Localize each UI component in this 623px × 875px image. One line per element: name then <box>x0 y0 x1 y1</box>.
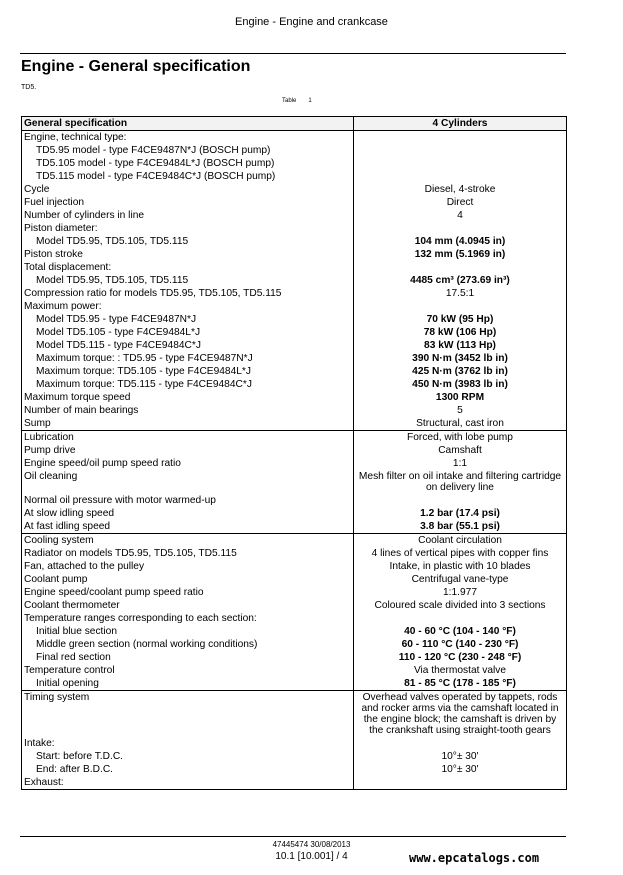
table-row <box>22 599 567 612</box>
spec-value: 4 Cylinders <box>354 117 567 131</box>
table-row <box>22 274 567 287</box>
table-row <box>22 638 567 651</box>
table-row <box>22 378 567 391</box>
watermark-url: www.epcatalogs.com <box>409 851 540 865</box>
spec-value <box>354 144 567 157</box>
table-row <box>22 547 567 560</box>
spec-label: Total displacement: <box>22 261 354 274</box>
spec-value: 104 mm (4.0945 in) <box>354 235 567 248</box>
footer-page-number: 10.1 [10.001] / 4 <box>275 851 348 862</box>
table-row <box>22 651 567 664</box>
table-row <box>22 404 567 417</box>
table-row <box>22 117 567 131</box>
table-row <box>22 664 567 677</box>
spec-value <box>354 300 567 313</box>
spec-value: 4485 cm³ (273.69 in³) <box>354 274 567 287</box>
spec-label: Cycle <box>22 183 354 196</box>
spec-value: Forced, with lobe pump <box>354 431 567 445</box>
spec-value <box>354 737 567 750</box>
table-row <box>22 287 567 300</box>
table-row <box>22 691 567 738</box>
spec-table <box>21 116 567 790</box>
spec-label: Fan, attached to the pulley <box>22 560 354 573</box>
table-row <box>22 444 567 457</box>
spec-label: Exhaust: <box>22 776 354 790</box>
spec-value <box>354 776 567 790</box>
spec-value <box>354 157 567 170</box>
spec-label: Oil cleaning <box>22 470 354 494</box>
spec-label: Fuel injection <box>22 196 354 209</box>
spec-label: At slow idling speed <box>22 507 354 520</box>
spec-label: Coolant thermometer <box>22 599 354 612</box>
spec-label: At fast idling speed <box>22 520 354 534</box>
table-row <box>22 534 567 548</box>
spec-label: Piston stroke <box>22 248 354 261</box>
table-row <box>22 365 567 378</box>
spec-value: 10°± 30' <box>354 750 567 763</box>
spec-value: 4 lines of vertical pipes with copper fins <box>354 547 567 560</box>
spec-value: 5 <box>354 404 567 417</box>
spec-label: Model TD5.115 - type F4CE9484C*J <box>22 339 354 352</box>
spec-label: TD5.115 model - type F4CE9484C*J (BOSCH pump) <box>22 170 354 183</box>
spec-value: 1:1 <box>354 457 567 470</box>
spec-value: 110 - 120 °C (230 - 248 °F) <box>354 651 567 664</box>
footer-rule <box>20 836 566 837</box>
table-row <box>22 560 567 573</box>
table-row <box>22 417 567 431</box>
spec-value: 17.5:1 <box>354 287 567 300</box>
spec-label: TD5.105 model - type F4CE9484L*J (BOSCH pump) <box>22 157 354 170</box>
table-row <box>22 339 567 352</box>
spec-label: Engine, technical type: <box>22 131 354 145</box>
table-row <box>22 222 567 235</box>
spec-label: Piston diameter: <box>22 222 354 235</box>
table-caption-label: Table <box>282 98 297 104</box>
table-row <box>22 313 567 326</box>
spec-label: Maximum torque: : TD5.95 - type F4CE9487N*J <box>22 352 354 365</box>
spec-value: Coloured scale divided into 3 sections <box>354 599 567 612</box>
spec-label: Model TD5.95, TD5.105, TD5.115 <box>22 274 354 287</box>
spec-value: 83 kW (113 Hp) <box>354 339 567 352</box>
table-row <box>22 300 567 313</box>
spec-value: 3.8 bar (55.1 psi) <box>354 520 567 534</box>
spec-value: 1.2 bar (17.4 psi) <box>354 507 567 520</box>
table-row <box>22 144 567 157</box>
spec-label: Model TD5.95, TD5.105, TD5.115 <box>22 235 354 248</box>
spec-label: TD5.95 model - type F4CE9487N*J (BOSCH pump) <box>22 144 354 157</box>
spec-label: Temperature control <box>22 664 354 677</box>
spec-label: Cooling system <box>22 534 354 548</box>
spec-value: Diesel, 4-stroke <box>354 183 567 196</box>
spec-value: Overhead valves operated by tappets, rods and rocker arms via the camshaft located in the engine block; the camshaft is driven by the crankshaft using straight-tooth gears <box>354 691 567 738</box>
spec-value: 425 N·m (3762 lb in) <box>354 365 567 378</box>
spec-label: Radiator on models TD5.95, TD5.105, TD5.115 <box>22 547 354 560</box>
table-row <box>22 494 567 507</box>
table-row <box>22 573 567 586</box>
table-row <box>22 196 567 209</box>
spec-value: Centrifugal vane-type <box>354 573 567 586</box>
table-row <box>22 470 567 494</box>
table-row <box>22 586 567 599</box>
spec-value: 81 - 85 °C (178 - 185 °F) <box>354 677 567 691</box>
page-header: Engine - Engine and crankcase <box>235 16 388 28</box>
spec-value <box>354 261 567 274</box>
spec-label: Maximum torque: TD5.115 - type F4CE9484C*J <box>22 378 354 391</box>
spec-label: Engine speed/oil pump speed ratio <box>22 457 354 470</box>
table-row <box>22 776 567 790</box>
table-row <box>22 352 567 365</box>
spec-label: Model TD5.105 - type F4CE9484L*J <box>22 326 354 339</box>
spec-value: Mesh filter on oil intake and filtering cartridge on delivery line <box>354 470 567 494</box>
spec-value: 70 kW (95 Hp) <box>354 313 567 326</box>
spec-value <box>354 131 567 145</box>
table-row <box>22 170 567 183</box>
table-row <box>22 507 567 520</box>
spec-table-body <box>22 117 567 790</box>
spec-label: Start: before T.D.C. <box>22 750 354 763</box>
table-row <box>22 131 567 145</box>
spec-label: Normal oil pressure with motor warmed-up <box>22 494 354 507</box>
spec-value: 60 - 110 °C (140 - 230 °F) <box>354 638 567 651</box>
spec-value: 450 N·m (3983 lb in) <box>354 378 567 391</box>
spec-value: 78 kW (106 Hp) <box>354 326 567 339</box>
table-row <box>22 612 567 625</box>
spec-label: Maximum torque speed <box>22 391 354 404</box>
spec-label: Maximum torque: TD5.105 - type F4CE9484L*J <box>22 365 354 378</box>
page-title: Engine - General specification <box>21 58 251 75</box>
table-row <box>22 457 567 470</box>
table-row <box>22 750 567 763</box>
spec-label: Intake: <box>22 737 354 750</box>
spec-label: Middle green section (normal working conditions) <box>22 638 354 651</box>
table-row <box>22 520 567 534</box>
spec-value: 4 <box>354 209 567 222</box>
spec-label: Model TD5.95 - type F4CE9487N*J <box>22 313 354 326</box>
spec-label: General specification <box>22 117 354 131</box>
spec-value: 1:1.977 <box>354 586 567 599</box>
spec-label: Initial opening <box>22 677 354 691</box>
spec-label: End: after B.D.C. <box>22 763 354 776</box>
spec-label: Compression ratio for models TD5.95, TD5.105, TD5.115 <box>22 287 354 300</box>
spec-value: 132 mm (5.1969 in) <box>354 248 567 261</box>
table-row <box>22 431 567 445</box>
spec-value: Intake, in plastic with 10 blades <box>354 560 567 573</box>
table-row <box>22 391 567 404</box>
table-row <box>22 248 567 261</box>
spec-label: Number of cylinders in line <box>22 209 354 222</box>
spec-label: Number of main bearings <box>22 404 354 417</box>
table-row <box>22 763 567 776</box>
table-row <box>22 737 567 750</box>
spec-label: Initial blue section <box>22 625 354 638</box>
model-label: TD5. <box>21 84 37 91</box>
spec-value: Camshaft <box>354 444 567 457</box>
table-row <box>22 235 567 248</box>
spec-value: 1300 RPM <box>354 391 567 404</box>
spec-value: 40 - 60 °C (104 - 140 °F) <box>354 625 567 638</box>
spec-value: Structural, cast iron <box>354 417 567 431</box>
footer-doc-code: 47445474 30/08/2013 <box>272 840 351 849</box>
spec-value: 390 N·m (3452 lb in) <box>354 352 567 365</box>
spec-label: Timing system <box>22 691 354 738</box>
table-row <box>22 209 567 222</box>
spec-value: Via thermostat valve <box>354 664 567 677</box>
spec-value <box>354 222 567 235</box>
table-row <box>22 326 567 339</box>
table-caption <box>282 98 312 104</box>
spec-value: Coolant circulation <box>354 534 567 548</box>
spec-label: Sump <box>22 417 354 431</box>
table-row <box>22 625 567 638</box>
spec-label: Lubrication <box>22 431 354 445</box>
spec-label: Pump drive <box>22 444 354 457</box>
spec-label: Engine speed/coolant pump speed ratio <box>22 586 354 599</box>
spec-label: Temperature ranges corresponding to each section: <box>22 612 354 625</box>
spec-value <box>354 170 567 183</box>
table-row <box>22 261 567 274</box>
header-rule <box>20 53 566 54</box>
spec-label: Coolant pump <box>22 573 354 586</box>
spec-value <box>354 494 567 507</box>
spec-label: Final red section <box>22 651 354 664</box>
table-row <box>22 157 567 170</box>
table-caption-number: 1 <box>308 98 312 104</box>
spec-value: 10°± 30' <box>354 763 567 776</box>
spec-value: Direct <box>354 196 567 209</box>
spec-value <box>354 612 567 625</box>
table-row <box>22 677 567 691</box>
table-row <box>22 183 567 196</box>
spec-label: Maximum power: <box>22 300 354 313</box>
